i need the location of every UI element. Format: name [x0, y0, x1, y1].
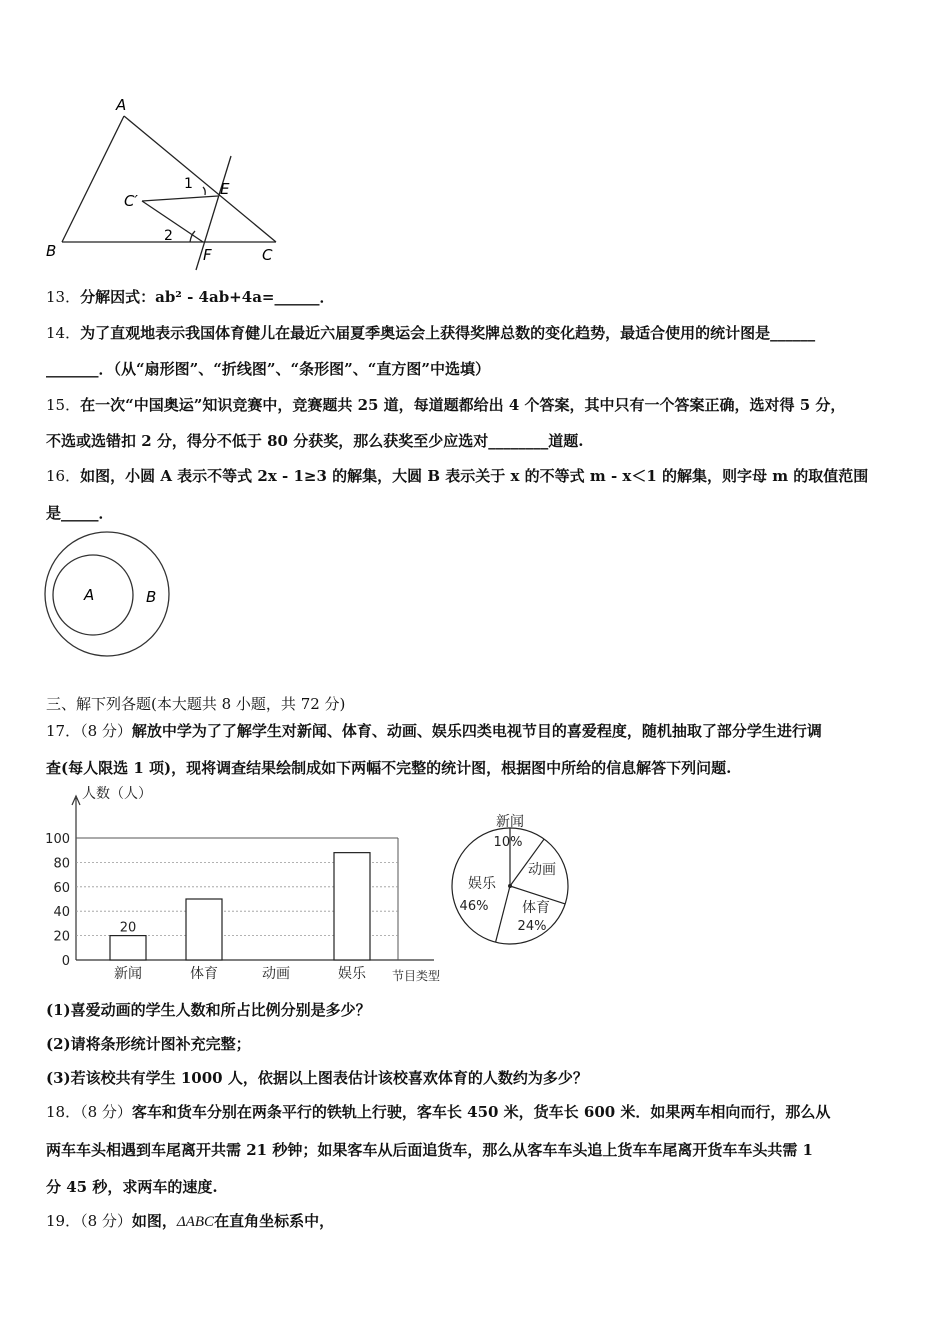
label-C: C [262, 246, 273, 264]
question-17-sub2: (2)请将条形统计图补充完整； [46, 1035, 251, 1053]
y-axis-label: 人数（人） [82, 786, 152, 802]
y-tick-label: 80 [53, 856, 70, 872]
x-tick-label: 娱乐 [338, 966, 366, 982]
x-tick-label: 新闻 [114, 966, 142, 982]
slice-pct-体育: 24% [517, 919, 547, 934]
question-17-sub3: (3)若该校共有学生 1000 人，依据以上图表估计该校喜欢体育的人数约为多少？ [46, 1069, 588, 1087]
question-14-line1 [46, 322, 815, 343]
question-18-line3: 分 45 秒，求两车的速度. [46, 1178, 218, 1196]
question-number: 15． [46, 396, 81, 414]
question-15-line2: 不选或选错扣 2 分，得分不低于 80 分获奖，那么获奖至少应选对________道题. [46, 432, 584, 450]
label-circle-B: B [146, 588, 157, 606]
label-circle-A: A [84, 586, 95, 604]
y-tick-label: 100 [45, 832, 70, 847]
pie-chart [446, 806, 576, 951]
bar-data-label: 20 [119, 920, 137, 936]
triangle-symbol: ΔABC [176, 1214, 215, 1230]
question-number: 18． [46, 1103, 81, 1121]
question-text-cont: 在直角坐标系中， [214, 1212, 335, 1230]
bar-新闻 [110, 936, 146, 960]
question-16-line2: 是_____． [46, 504, 114, 522]
y-tick-label: 0 [61, 954, 70, 969]
x-axis-label: 节目类型 [392, 969, 441, 983]
question-text: 解放中学为了了解学生对新闻、体育、动画、娱乐四类电视节目的喜爱程度，随机抽取了部分学生进行调 [131, 722, 822, 740]
section-3-title: 三、解下列各题(本大题共 8 小题，共 72 分) [46, 695, 346, 713]
label-F: F [203, 246, 212, 264]
fold-line-EF [196, 156, 231, 270]
question-text: 客车和货车分别在两条平行的铁轨上行驶，客车长 450 米，货车长 600 米．如果两车相向而行，那么从 [131, 1103, 831, 1121]
question-text: 如图，小圆 A 表示不等式 2x - 1≥3 的解集，大圆 B 表示关于 x 的不等式 m - x＜1 的解集，则字母 m 的取值范围 [80, 467, 869, 485]
question-points: （8 分） [80, 1212, 132, 1230]
label-C-prime: C′ [124, 192, 138, 210]
question-number: 19． [46, 1212, 81, 1230]
x-tick-label: 动画 [262, 966, 290, 982]
side-AC [124, 116, 276, 242]
question-13 [46, 286, 334, 307]
slice-label-娱乐: 娱乐 [468, 876, 496, 892]
question-text: 如图， [131, 1212, 177, 1230]
triangle-figure [40, 92, 300, 272]
question-15-line1 [46, 394, 845, 415]
question-text: 在一次“中国奥运”知识竞赛中，竞赛题共 25 道，每道题都给出 4 个答案，其中只有一个答案正确，选对得 5 分， [80, 396, 846, 414]
question-18-line1 [46, 1101, 830, 1122]
slice-pct-娱乐: 46% [459, 899, 489, 914]
label-A: A [116, 96, 127, 114]
slice-label-动画: 动画 [528, 862, 556, 878]
label-angle-1: 1 [184, 176, 193, 192]
question-17-line1 [46, 720, 822, 741]
pie-center [508, 884, 512, 888]
question-number: 14． [46, 324, 81, 342]
label-angle-2: 2 [164, 228, 173, 244]
question-17-line2: 查(每人限选 1 项)，现将调查结果绘制成如下两幅不完整的统计图，根据图中所给的信息解答下列问题. [46, 759, 732, 777]
label-B: B [46, 242, 57, 260]
question-16-line1 [46, 465, 868, 486]
y-tick-label: 40 [53, 905, 70, 921]
label-E: E [220, 180, 230, 198]
segment-CprimeE [142, 196, 218, 201]
question-points: （8 分） [80, 1103, 132, 1121]
bar-体育 [186, 899, 222, 960]
y-tick-label: 20 [53, 929, 70, 945]
question-number: 17． [46, 722, 81, 740]
question-19 [46, 1210, 334, 1231]
question-14-line2: _______．（从“扇形图”、“折线图”、“条形图”、“直方图”中选填） [46, 360, 491, 378]
question-18-line2: 两车车头相遇到车尾离开共需 21 秒钟；如果客车从后面追货车，那么从客车车头追上货车车尾离开货车车头共需 1 [46, 1141, 813, 1159]
slice-label-新闻: 新闻 [496, 814, 524, 830]
circles-figure [40, 530, 180, 660]
question-17-sub1: (1)喜爱动画的学生人数和所占比例分别是多少？ [46, 1001, 371, 1019]
question-number: 16． [46, 467, 81, 485]
bar-chart [40, 782, 460, 987]
question-text: 为了直观地表示我国体育健儿在最近六届夏季奥运会上获得奖牌总数的变化趋势，最适合使用的统计图是______ [80, 324, 816, 342]
y-tick-label: 60 [53, 880, 70, 896]
angle-1-arc [203, 187, 205, 195]
x-tick-label: 体育 [190, 966, 218, 982]
question-number: 13． [46, 288, 81, 306]
question-points: （8 分） [80, 722, 132, 740]
question-text: 分解因式：ab² - 4ab+4a=______． [80, 288, 335, 306]
slice-pct-新闻: 10% [493, 835, 523, 850]
bar-娱乐 [334, 853, 370, 960]
side-AB [62, 116, 124, 242]
slice-label-体育: 体育 [522, 900, 550, 916]
